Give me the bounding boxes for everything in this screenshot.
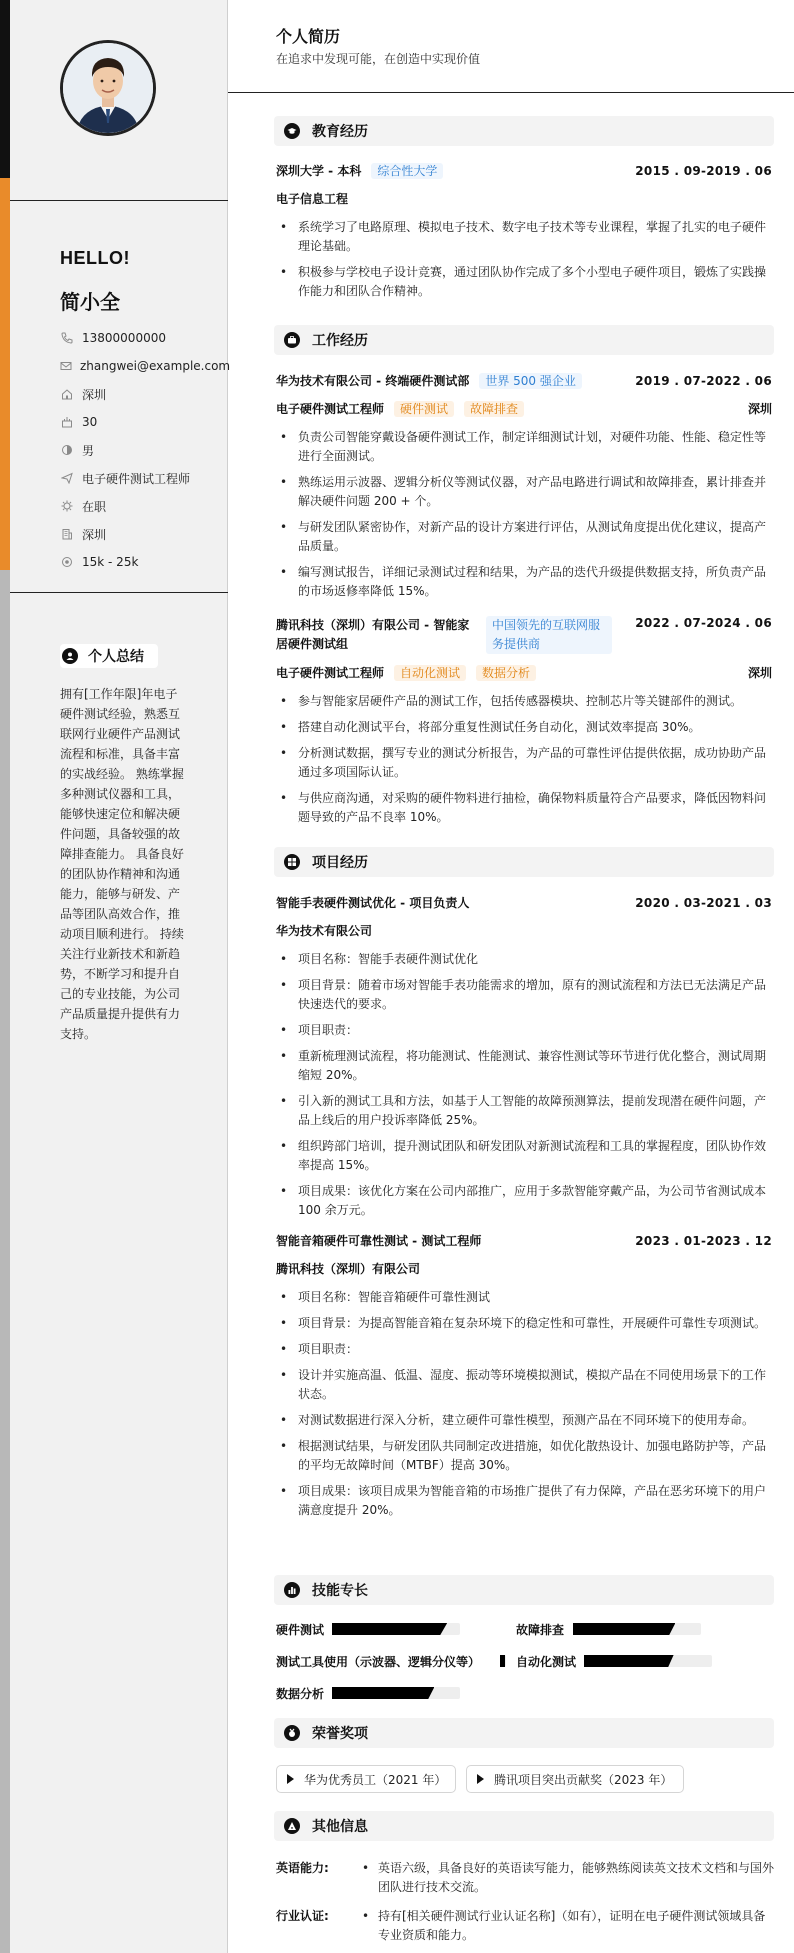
award-label: 华为优秀员工（2021 年） xyxy=(304,1772,447,1787)
page-title: 个人简历 xyxy=(276,27,341,46)
info-work-city xyxy=(60,520,228,548)
greeting: HELLO! xyxy=(60,248,130,268)
project-name: 智能手表硬件测试优化 - 项目负责人 xyxy=(276,896,470,910)
salary-value: 15k - 25k xyxy=(82,555,139,569)
age-value: 30 xyxy=(82,415,98,429)
section-title: 技能专长 xyxy=(312,1583,368,1599)
school-tag: 综合性大学 xyxy=(371,163,443,179)
project-header-row xyxy=(276,894,772,911)
list-item: • 系统学习了电路原理、模拟电子技术、数字电子技术等专业课程，掌握了扎实的电子硬件理论基础。 xyxy=(276,218,772,256)
section-title: 其他信息 xyxy=(312,1819,368,1835)
project-company: 腾讯科技（深圳）有限公司 xyxy=(276,1262,421,1276)
skill-name: 数据分析 xyxy=(276,1687,325,1701)
project-date: 2023 . 01-2023 . 12 xyxy=(635,1233,772,1248)
company-name: 居硬件测试组 xyxy=(276,637,349,651)
accent-strip-black xyxy=(0,0,10,178)
project-date: 2020 . 03-2021 . 03 xyxy=(635,895,772,910)
skill-bar xyxy=(332,1623,460,1635)
sidebar xyxy=(0,0,231,1953)
skill-bar-fill xyxy=(573,1623,675,1635)
list-item: • 编写测试报告，详细记录测试过程和结果，为产品的迭代升级提供数据支持，所负责产品的市场返修率降低 15%。 xyxy=(276,563,772,601)
skill-tag: 硬件测试 xyxy=(394,401,454,417)
job-bullets xyxy=(276,428,772,608)
project-name: 智能音箱硬件可靠性测试 - 测试工程师 xyxy=(276,1234,482,1248)
project-company-row xyxy=(276,1260,772,1277)
age-icon xyxy=(60,415,74,429)
home-icon xyxy=(60,387,74,401)
summary-text: 拥有[工作年限]年电子硬件测试经验，熟悉互联网行业硬件产品测试流程和标准，具备丰富的实战经验。 熟练掌握多种测试仪器和工具，能够快速定位和解决硬件问题，具备较强的故障排查能力。 具备良好的团队协作精神和沟通能力，能够与研发、产品等团队高效合作，推动项目顺利进行。 持续关注行业新技术和新趋势，不断学习和提升自己的专业技能，为公司产品质量提升提供有力支持。 xyxy=(60,687,184,1041)
skill-bar-fill xyxy=(332,1623,447,1635)
company-name: 腾讯科技（深圳）有限公司 - 智能家 xyxy=(276,618,470,632)
list-item: • 熟练运用示波器、逻辑分析仪等测试仪器，对产品电路进行调试和故障排查，累计排查并解决硬件问题 200 + 个。 xyxy=(276,473,772,511)
summary-heading xyxy=(60,644,158,668)
award-item xyxy=(276,1765,456,1793)
email-value: zhangwei@example.com xyxy=(80,359,231,373)
skill-bar xyxy=(332,1687,460,1699)
skill-tag: 自动化测试 xyxy=(394,665,466,681)
phone-value: 13800000000 xyxy=(82,331,166,345)
info-icon xyxy=(284,1818,300,1834)
info-email xyxy=(60,352,231,380)
list-item: • 项目成果：该优化方案在公司内部推广，应用于多款智能穿戴产品，为公司节省测试成本 100 余万元。 xyxy=(276,1182,772,1220)
sidebar-divider xyxy=(10,592,228,593)
list-item: • 项目背景：为提高智能音箱在复杂环境下的稳定性和可靠性，开展硬件可靠性专项测试。 xyxy=(276,1314,772,1333)
section-title: 荣誉奖项 xyxy=(312,1726,368,1742)
project-header-row xyxy=(276,1232,772,1249)
section-title: 项目经历 xyxy=(312,855,368,871)
send-icon xyxy=(60,471,74,485)
info-salary xyxy=(60,548,228,576)
gender-value: 男 xyxy=(82,443,95,458)
info-age xyxy=(60,408,228,436)
skill-bar xyxy=(584,1655,712,1667)
phone-icon xyxy=(60,331,74,345)
salary-icon xyxy=(60,555,74,569)
main-content xyxy=(228,0,794,1953)
section-awards xyxy=(274,1718,774,1748)
header-divider xyxy=(228,92,794,93)
other-text: • 持有[相关硬件测试行业认证名称]（如有），证明在电子硬件测试领域具备专业资质和能力。 xyxy=(356,1907,774,1945)
list-item: • 项目名称：智能音箱硬件可靠性测试 xyxy=(276,1288,772,1307)
education-bullets xyxy=(276,218,772,308)
list-item: • 项目背景：随着市场对智能手表功能需求的增加，原有的测试流程和方法已无法满足产品快速迭代的要求。 xyxy=(276,976,772,1014)
project-company-row xyxy=(276,922,772,939)
graduation-cap-icon xyxy=(284,123,300,139)
job-role-row xyxy=(276,400,772,417)
company-name: 华为技术有限公司 - 终端硬件测试部 xyxy=(276,374,470,388)
avatar xyxy=(60,40,156,136)
list-item: • 项目名称：智能手表硬件测试优化 xyxy=(276,950,772,969)
job-city: 深圳 xyxy=(747,402,772,416)
accent-strip-orange xyxy=(0,178,10,570)
other-label: 行业认证: xyxy=(276,1909,329,1923)
location-value: 深圳 xyxy=(82,387,107,402)
building-icon xyxy=(60,527,74,541)
skill-name: 测试工具使用（示波器、逻辑分仪等） xyxy=(276,1655,481,1669)
skill-name: 故障排查 xyxy=(516,1623,565,1637)
list-item: • 与研发团队紧密协作，对新产品的设计方案进行评估，从测试角度提出优化建议，提高产品质量。 xyxy=(276,518,772,556)
triangle-icon xyxy=(287,1774,294,1784)
job-role: 电子硬件测试工程师 xyxy=(276,666,385,680)
info-location xyxy=(60,380,228,408)
project-company: 华为技术有限公司 xyxy=(276,924,373,938)
job-header-row xyxy=(276,372,772,389)
person-icon xyxy=(62,648,78,664)
grid-icon xyxy=(284,854,300,870)
skill-name: 自动化测试 xyxy=(516,1655,577,1669)
list-item: • 与供应商沟通，对采购的硬件物料进行抽检，确保物料质量符合产品要求，降低因物料问题导致的产品不良率 10%。 xyxy=(276,789,772,827)
job-role-row xyxy=(276,664,772,681)
list-item: • 组织跨部门培训，提升测试团队和研发团队对新测试流程和工具的掌握程度，团队协作效率提高 15%。 xyxy=(276,1137,772,1175)
job-date: 2022 . 07-2024 . 06 xyxy=(635,616,772,630)
award-item xyxy=(466,1765,684,1793)
list-item: • 项目成果：该项目成果为智能音箱的市场推广提供了有力保障，产品在恶劣环境下的用户满意度提升 20%。 xyxy=(276,1482,772,1520)
mail-icon xyxy=(60,359,72,373)
skill-name: 硬件测试 xyxy=(276,1623,325,1637)
triangle-icon xyxy=(477,1774,484,1784)
bar-chart-icon xyxy=(284,1582,300,1598)
section-projects xyxy=(274,847,774,877)
target-job-value: 电子硬件测试工程师 xyxy=(82,471,191,486)
skill-bar-fill xyxy=(332,1687,434,1699)
award-label: 腾讯项目突出贡献奖（2023 年） xyxy=(494,1772,673,1787)
sidebar-divider xyxy=(10,200,228,201)
list-item: • 引入新的测试工具和方法，如基于人工智能的故障预测算法，提前发现潜在硬件问题，产品上线后的用户投诉率降低 25%。 xyxy=(276,1092,772,1130)
company-tag: 世界 500 强企业 xyxy=(479,373,582,389)
info-target-job xyxy=(60,464,228,492)
skill-bar xyxy=(500,1655,506,1667)
job-date: 2019 . 07-2022 . 06 xyxy=(635,373,772,388)
list-item: • 重新梳理测试流程，将功能测试、性能测试、兼容性测试等环节进行优化整合，测试周期缩短 20%。 xyxy=(276,1047,772,1085)
job-role: 电子硬件测试工程师 xyxy=(276,402,385,416)
skill-bar-fill xyxy=(500,1655,505,1667)
list-item: • 搭建自动化测试平台，将部分重复性测试任务自动化，测试效率提高 30%。 xyxy=(276,718,772,737)
list-item: • 积极参与学校电子设计竞赛，通过团队协作完成了多个小型电子硬件项目，锻炼了实践操作能力和团队合作精神。 xyxy=(276,263,772,301)
status-icon xyxy=(60,499,74,513)
list-item: • 对测试数据进行深入分析，建立硬件可靠性模型，预测产品在不同环境下的使用寿命。 xyxy=(276,1411,772,1430)
company-tag xyxy=(486,616,612,654)
skill-tag: 故障排查 xyxy=(464,401,524,417)
list-item: • 设计并实施高温、低温、湿度、振动等环境模拟测试，模拟产品在不同使用场景下的工作状态。 xyxy=(276,1366,772,1404)
section-title: 教育经历 xyxy=(312,124,368,140)
other-label: 英语能力: xyxy=(276,1861,329,1875)
summary-title: 个人总结 xyxy=(88,649,144,665)
medal-icon xyxy=(284,1725,300,1741)
list-item: • 根据测试结果，与研发团队共同制定改进措施，如优化散热设计、加强电路防护等，产品的平均无故障时间（MTBF）提高 30%。 xyxy=(276,1437,772,1475)
gender-icon xyxy=(60,443,74,457)
skill-bar-fill xyxy=(584,1655,674,1667)
list-item: • 分析测试数据，撰写专业的测试分析报告，为产品的可靠性评估提供依据，成功协助产品通过多项国际认证。 xyxy=(276,744,772,782)
section-work xyxy=(274,325,774,355)
job-bullets xyxy=(276,692,772,834)
briefcase-icon xyxy=(284,332,300,348)
section-other xyxy=(274,1811,774,1841)
accent-strip-gray xyxy=(0,570,10,1953)
contact-info-list xyxy=(60,324,231,576)
job-city: 深圳 xyxy=(747,666,772,680)
section-education xyxy=(274,116,774,146)
list-item: • 参与智能家居硬件产品的测试工作，包括传感器模块、控制芯片等关键部件的测试。 xyxy=(276,692,772,711)
project-bullets xyxy=(276,950,772,1227)
education-date: 2015 . 09-2019 . 06 xyxy=(635,163,772,178)
skill-bar xyxy=(573,1623,701,1635)
company-tag-line: 中国领先的互联网服 xyxy=(492,618,601,632)
skill-tag: 数据分析 xyxy=(476,665,536,681)
list-item: • 负责公司智能穿戴设备硬件测试工作，制定详细测试计划，对硬件功能、性能、稳定性等进行全面测试。 xyxy=(276,428,772,466)
major-name: 电子信息工程 xyxy=(276,192,349,206)
school-name: 深圳大学 - 本科 xyxy=(276,164,362,178)
education-major-row xyxy=(276,190,772,207)
info-phone xyxy=(60,324,228,352)
other-text: • 英语六级，具备良好的英语读写能力，能够熟练阅读英文技术文档和与国外团队进行技术交流。 xyxy=(356,1859,774,1897)
list-item: • 项目职责： xyxy=(276,1340,772,1359)
list-item: • 项目职责： xyxy=(276,1021,772,1040)
company-tag-line: 务提供商 xyxy=(492,637,541,651)
project-bullets xyxy=(276,1288,772,1527)
section-skills xyxy=(274,1575,774,1605)
info-status xyxy=(60,492,228,520)
section-title: 工作经历 xyxy=(312,333,368,349)
candidate-name: 简小全 xyxy=(60,290,120,314)
education-header-row xyxy=(276,162,772,179)
info-gender xyxy=(60,436,228,464)
page-subtitle: 在追求中发现可能，在创造中实现价值 xyxy=(276,52,481,66)
status-value: 在职 xyxy=(82,499,107,514)
work-city-value: 深圳 xyxy=(82,527,107,542)
